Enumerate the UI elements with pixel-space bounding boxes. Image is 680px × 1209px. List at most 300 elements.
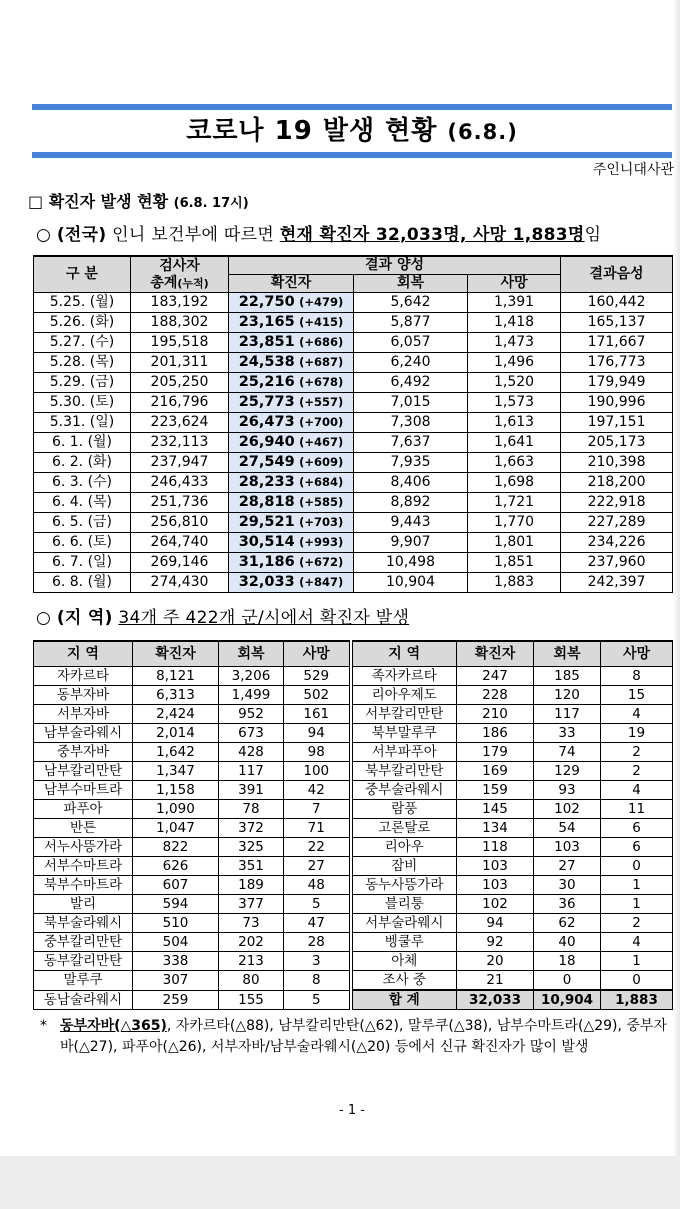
tests-total-cell: 188,302 [131, 313, 229, 333]
region-deaths-cell: 7 [284, 800, 351, 819]
region-name-cell: 남부칼리만탄 [34, 762, 133, 781]
region-name-cell: 파푸아 [34, 800, 133, 819]
header-category: 구 분 [34, 256, 131, 293]
region-deaths-cell: 2 [601, 743, 673, 762]
header-positive: 결과 양성 [229, 256, 561, 275]
section-title: 확진자 발생 현황 [48, 192, 169, 211]
region-confirmed-cell: 179 [457, 743, 534, 762]
confirmed-value: 25,773 [238, 394, 295, 410]
region-confirmed-cell: 822 [133, 838, 219, 857]
region-recovered-cell: 54 [534, 819, 601, 838]
region-deaths-cell: 4 [601, 933, 673, 952]
region-recovered-cell: 117 [219, 762, 284, 781]
region-deaths-cell: 4 [601, 705, 673, 724]
negative-cell: 205,173 [561, 433, 673, 453]
region-deaths-cell: 4 [601, 781, 673, 800]
region-name-cell: 잠비 [351, 857, 457, 876]
region-confirmed-cell: 594 [133, 895, 219, 914]
region-deaths-cell: 5 [284, 990, 351, 1010]
regional-bullet: ○ [36, 608, 52, 628]
negative-cell: 234,226 [561, 533, 673, 553]
confirmed-cell [229, 573, 354, 593]
region-recovered-cell: 102 [534, 800, 601, 819]
region-recovered-cell: 185 [534, 667, 601, 686]
region-recovered-cell: 351 [219, 857, 284, 876]
negative-cell: 218,200 [561, 473, 673, 493]
header-recovered: 회복 [354, 275, 468, 293]
national-summary [36, 224, 601, 246]
region-row [34, 933, 673, 952]
new-cases-value: (+684) [299, 475, 344, 489]
date-cell: 5.28. (목) [34, 353, 131, 373]
region-row [34, 895, 673, 914]
region-name-cell: 고론탈로 [351, 819, 457, 838]
region-deaths-cell: 0 [601, 857, 673, 876]
confirmed-cell [229, 553, 354, 573]
region-recovered-cell: 78 [219, 800, 284, 819]
confirmed-value: 23,165 [238, 314, 295, 330]
region-name-cell: 중부자바 [34, 743, 133, 762]
header-deaths: 사망 [468, 275, 561, 293]
confirmed-value: 26,473 [238, 414, 295, 430]
date-cell: 6. 4. (목) [34, 493, 131, 513]
total-recovered-cell: 10,904 [534, 990, 601, 1010]
new-cases-value: (+703) [299, 515, 344, 529]
negative-cell: 179,949 [561, 373, 673, 393]
date-cell: 6. 8. (월) [34, 573, 131, 593]
footnote-body: , 자카르타(△88), 남부칼리만탄(△62), 말루쿠(△38), 남부수마트라(△29), 중부자바(△27), 파푸아(△26), 서부자바/남부술라웨시(△20) 등에서 신규 확진자가 많이 발생 [60, 1018, 667, 1055]
tests-total-cell: 246,433 [131, 473, 229, 493]
header-tests-line1: 검사자 [159, 257, 200, 274]
region-confirmed-cell: 8,121 [133, 667, 219, 686]
confirmed-cell [229, 433, 354, 453]
deaths-cell: 1,851 [468, 553, 561, 573]
daily-row [34, 413, 673, 433]
confirmed-value: 29,521 [238, 514, 295, 530]
region-name-cell: 북부말루쿠 [351, 724, 457, 743]
region-recovered-cell: 0 [534, 971, 601, 991]
regional-label: (지 역) [56, 608, 113, 628]
region-recovered-cell: 189 [219, 876, 284, 895]
region-name-cell: 동남술라웨시 [34, 990, 133, 1010]
date-cell: 5.30. (토) [34, 393, 131, 413]
region-name-cell: 서부자바 [34, 705, 133, 724]
region-row [34, 857, 673, 876]
regional-summary [36, 607, 409, 629]
region-recovered-cell: 103 [534, 838, 601, 857]
deaths-cell: 1,721 [468, 493, 561, 513]
date-cell: 5.26. (화) [34, 313, 131, 333]
tests-total-cell: 216,796 [131, 393, 229, 413]
daily-row [34, 473, 673, 493]
tests-total-cell: 205,250 [131, 373, 229, 393]
region-recovered-cell: 27 [534, 857, 601, 876]
confirmed-cell [229, 293, 354, 313]
region-deaths-cell: 48 [284, 876, 351, 895]
region-deaths-cell: 6 [601, 838, 673, 857]
national-label: (전국) [56, 225, 107, 245]
title-main: 코로나 19 발생 현황 [186, 116, 438, 146]
deaths-cell: 1,770 [468, 513, 561, 533]
national-highlight: 현재 확진자 32,033명, 사망 1,883명 [279, 225, 585, 245]
negative-cell: 237,960 [561, 553, 673, 573]
region-deaths-cell: 529 [284, 667, 351, 686]
daily-row [34, 293, 673, 313]
region-row [34, 990, 673, 1010]
region-name-cell: 말루쿠 [34, 971, 133, 991]
region-deaths-cell: 1 [601, 952, 673, 971]
negative-cell: 160,442 [561, 293, 673, 313]
region-deaths-cell: 28 [284, 933, 351, 952]
region-confirmed-cell: 94 [457, 914, 534, 933]
page-bottom-margin [0, 1156, 680, 1209]
region-confirmed-cell: 210 [457, 705, 534, 724]
region-confirmed-cell: 228 [457, 686, 534, 705]
recovered-cell: 6,057 [354, 333, 468, 353]
confirmed-cell [229, 373, 354, 393]
region-confirmed-cell: 1,047 [133, 819, 219, 838]
tests-total-cell: 195,518 [131, 333, 229, 353]
region-row [34, 971, 673, 991]
daily-table-body [34, 293, 673, 593]
region-row [34, 705, 673, 724]
region-name-cell: 동부자바 [34, 686, 133, 705]
region-confirmed-cell: 307 [133, 971, 219, 991]
region-name-cell: 반튼 [34, 819, 133, 838]
region-recovered-cell: 18 [534, 952, 601, 971]
daily-row [34, 533, 673, 553]
region-name-cell: 중부칼리만탄 [34, 933, 133, 952]
region-recovered-cell: 93 [534, 781, 601, 800]
regional-text: 34개 주 422개 군/시에서 확진자 발생 [118, 608, 410, 628]
region-recovered-cell: 80 [219, 971, 284, 991]
negative-cell: 176,773 [561, 353, 673, 373]
new-cases-value: (+700) [299, 415, 344, 429]
recovered-cell: 5,877 [354, 313, 468, 333]
region-name-cell: 서누사뜽가라 [34, 838, 133, 857]
region-deaths-cell: 19 [601, 724, 673, 743]
region-deaths-cell: 94 [284, 724, 351, 743]
date-cell: 6. 1. (월) [34, 433, 131, 453]
region-recovered-cell: 62 [534, 914, 601, 933]
region-name-cell: 리아우제도 [351, 686, 457, 705]
region-deaths-cell: 2 [601, 914, 673, 933]
tests-total-cell: 237,947 [131, 453, 229, 473]
deaths-cell: 1,663 [468, 453, 561, 473]
header-deaths-left: 사망 [284, 641, 351, 667]
region-name-cell: 북부칼리만탄 [351, 762, 457, 781]
region-name-cell: 리아우 [351, 838, 457, 857]
region-name-cell: 람풍 [351, 800, 457, 819]
region-confirmed-cell: 103 [457, 857, 534, 876]
new-cases-value: (+585) [299, 495, 344, 509]
region-name-cell: 아체 [351, 952, 457, 971]
region-recovered-cell: 36 [534, 895, 601, 914]
region-row [34, 743, 673, 762]
header-confirmed-right: 확진자 [457, 641, 534, 667]
confirmed-cell [229, 413, 354, 433]
region-recovered-cell: 3,206 [219, 667, 284, 686]
tests-total-cell: 201,311 [131, 353, 229, 373]
header-tests-note: (누적) [177, 276, 209, 290]
date-cell: 5.31. (일) [34, 413, 131, 433]
region-deaths-cell: 161 [284, 705, 351, 724]
deaths-cell: 1,883 [468, 573, 561, 593]
region-name-cell: 북부수마트라 [34, 876, 133, 895]
region-confirmed-cell: 626 [133, 857, 219, 876]
region-row [34, 686, 673, 705]
region-deaths-cell: 6 [601, 819, 673, 838]
new-cases-value: (+847) [299, 575, 344, 589]
header-negative: 결과음성 [561, 256, 673, 293]
date-cell: 5.25. (월) [34, 293, 131, 313]
recovered-cell: 10,498 [354, 553, 468, 573]
header-region-right: 지 역 [351, 641, 457, 667]
recovered-cell: 7,015 [354, 393, 468, 413]
region-deaths-cell: 5 [284, 895, 351, 914]
confirmed-cell [229, 513, 354, 533]
confirmed-cell [229, 533, 354, 553]
region-name-cell: 블리퉁 [351, 895, 457, 914]
title-bottom-rule [32, 152, 672, 158]
tests-total-cell: 183,192 [131, 293, 229, 313]
total-label-cell: 합 계 [351, 990, 457, 1010]
region-deaths-cell: 1 [601, 876, 673, 895]
confirmed-cell [229, 393, 354, 413]
header-recovered-left: 회복 [219, 641, 284, 667]
date-cell: 6. 6. (토) [34, 533, 131, 553]
header-confirmed-left: 확진자 [133, 641, 219, 667]
region-deaths-cell: 15 [601, 686, 673, 705]
region-confirmed-cell: 510 [133, 914, 219, 933]
negative-cell: 242,397 [561, 573, 673, 593]
new-cases-value: (+609) [299, 455, 344, 469]
region-name-cell: 남부수마트라 [34, 781, 133, 800]
page-edge-shadow [673, 0, 680, 1156]
document-title [32, 110, 672, 152]
recovered-cell: 7,935 [354, 453, 468, 473]
total-confirmed-cell: 32,033 [457, 990, 534, 1010]
region-recovered-cell: 428 [219, 743, 284, 762]
recovered-cell: 7,637 [354, 433, 468, 453]
region-recovered-cell: 129 [534, 762, 601, 781]
confirmed-value: 22,750 [238, 294, 295, 310]
region-deaths-cell: 0 [601, 971, 673, 991]
section-heading [28, 191, 249, 215]
tests-total-cell: 269,146 [131, 553, 229, 573]
deaths-cell: 1,698 [468, 473, 561, 493]
recovered-cell: 9,907 [354, 533, 468, 553]
deaths-cell: 1,473 [468, 333, 561, 353]
date-cell: 6. 7. (일) [34, 553, 131, 573]
recovered-cell: 7,308 [354, 413, 468, 433]
new-cases-value: (+686) [299, 335, 344, 349]
tests-total-cell: 274,430 [131, 573, 229, 593]
region-recovered-cell: 952 [219, 705, 284, 724]
region-row [34, 819, 673, 838]
daily-row [34, 393, 673, 413]
region-recovered-cell: 74 [534, 743, 601, 762]
deaths-cell: 1,573 [468, 393, 561, 413]
confirmed-cell [229, 453, 354, 473]
region-recovered-cell: 202 [219, 933, 284, 952]
confirmed-cell [229, 353, 354, 373]
negative-cell: 190,996 [561, 393, 673, 413]
new-cases-value: (+415) [299, 315, 344, 329]
deaths-cell: 1,641 [468, 433, 561, 453]
deaths-cell: 1,801 [468, 533, 561, 553]
region-recovered-cell: 325 [219, 838, 284, 857]
region-deaths-cell: 71 [284, 819, 351, 838]
region-confirmed-cell: 134 [457, 819, 534, 838]
region-row [34, 667, 673, 686]
region-deaths-cell: 47 [284, 914, 351, 933]
region-confirmed-cell: 338 [133, 952, 219, 971]
national-bullet: ○ [36, 225, 52, 245]
daily-status-table [33, 255, 673, 593]
region-name-cell: 발리 [34, 895, 133, 914]
recovered-cell: 9,443 [354, 513, 468, 533]
region-recovered-cell: 40 [534, 933, 601, 952]
region-confirmed-cell: 118 [457, 838, 534, 857]
date-cell: 6. 2. (화) [34, 453, 131, 473]
new-cases-value: (+993) [299, 535, 344, 549]
region-name-cell: 서부술라웨시 [351, 914, 457, 933]
region-confirmed-cell: 1,347 [133, 762, 219, 781]
region-confirmed-cell: 103 [457, 876, 534, 895]
region-recovered-cell: 30 [534, 876, 601, 895]
new-cases-value: (+557) [299, 395, 344, 409]
region-confirmed-cell: 504 [133, 933, 219, 952]
footnote [40, 1016, 676, 1058]
negative-cell: 165,137 [561, 313, 673, 333]
region-deaths-cell: 98 [284, 743, 351, 762]
date-cell: 6. 5. (금) [34, 513, 131, 533]
confirmed-value: 23,851 [238, 334, 295, 350]
region-row [34, 781, 673, 800]
national-suffix: 임 [584, 225, 602, 245]
daily-header-row [34, 256, 673, 275]
confirmed-value: 26,940 [238, 434, 295, 450]
confirmed-value: 27,549 [238, 454, 295, 470]
region-confirmed-cell: 1,158 [133, 781, 219, 800]
region-confirmed-cell: 102 [457, 895, 534, 914]
section-marker: □ [28, 192, 44, 211]
recovered-cell: 8,892 [354, 493, 468, 513]
region-recovered-cell: 372 [219, 819, 284, 838]
region-name-cell: 서부파푸아 [351, 743, 457, 762]
negative-cell: 222,918 [561, 493, 673, 513]
national-lead: 인니 보건부에 따르면 [112, 225, 275, 245]
daily-row [34, 333, 673, 353]
region-name-cell: 서부수마트라 [34, 857, 133, 876]
confirmed-cell [229, 473, 354, 493]
tests-total-cell: 232,113 [131, 433, 229, 453]
region-row [34, 876, 673, 895]
region-row [34, 952, 673, 971]
deaths-cell: 1,496 [468, 353, 561, 373]
confirmed-value: 24,538 [238, 354, 295, 370]
daily-row [34, 513, 673, 533]
region-confirmed-cell: 1,090 [133, 800, 219, 819]
region-confirmed-cell: 20 [457, 952, 534, 971]
recovered-cell: 5,642 [354, 293, 468, 313]
recovered-cell: 8,406 [354, 473, 468, 493]
header-recovered-right: 회복 [534, 641, 601, 667]
region-deaths-cell: 22 [284, 838, 351, 857]
region-name-cell: 서부칼리만탄 [351, 705, 457, 724]
date-cell: 6. 3. (수) [34, 473, 131, 493]
confirmed-value: 31,186 [238, 554, 295, 570]
recovered-cell: 6,492 [354, 373, 468, 393]
region-name-cell: 벵쿨루 [351, 933, 457, 952]
confirmed-value: 28,233 [238, 474, 295, 490]
date-cell: 5.27. (수) [34, 333, 131, 353]
region-deaths-cell: 8 [601, 667, 673, 686]
region-deaths-cell: 11 [601, 800, 673, 819]
new-cases-value: (+467) [299, 435, 344, 449]
tests-total-cell: 264,740 [131, 533, 229, 553]
region-name-cell: 남부술라웨시 [34, 724, 133, 743]
region-recovered-cell: 391 [219, 781, 284, 800]
region-confirmed-cell: 92 [457, 933, 534, 952]
region-row [34, 762, 673, 781]
region-table-body [34, 667, 673, 1010]
total-deaths-cell: 1,883 [601, 990, 673, 1010]
region-recovered-cell: 120 [534, 686, 601, 705]
confirmed-cell [229, 313, 354, 333]
daily-row [34, 353, 673, 373]
confirmed-cell [229, 493, 354, 513]
region-name-cell: 동부칼리만탄 [34, 952, 133, 971]
recovered-cell: 6,240 [354, 353, 468, 373]
header-tests-total [131, 256, 229, 293]
daily-row [34, 433, 673, 453]
region-name-cell: 중부술라웨시 [351, 781, 457, 800]
region-row [34, 800, 673, 819]
issuer: 주인니대사관 [592, 162, 674, 178]
page-number: - 1 - [339, 1103, 365, 1118]
region-status-table [33, 640, 673, 1010]
region-row [34, 724, 673, 743]
new-cases-value: (+678) [299, 375, 344, 389]
new-cases-value: (+672) [299, 555, 344, 569]
region-recovered-cell: 117 [534, 705, 601, 724]
tests-total-cell: 251,736 [131, 493, 229, 513]
daily-row [34, 573, 673, 593]
region-deaths-cell: 100 [284, 762, 351, 781]
region-confirmed-cell: 1,642 [133, 743, 219, 762]
header-deaths-right: 사망 [601, 641, 673, 667]
footnote-highlight: 동부자바(△365) [60, 1018, 167, 1034]
region-recovered-cell: 73 [219, 914, 284, 933]
region-deaths-cell: 3 [284, 952, 351, 971]
region-deaths-cell: 27 [284, 857, 351, 876]
negative-cell: 227,289 [561, 513, 673, 533]
daily-row [34, 373, 673, 393]
region-recovered-cell: 213 [219, 952, 284, 971]
region-deaths-cell: 42 [284, 781, 351, 800]
region-recovered-cell: 33 [534, 724, 601, 743]
region-confirmed-cell: 259 [133, 990, 219, 1010]
header-confirmed: 확진자 [229, 275, 354, 293]
recovered-cell: 10,904 [354, 573, 468, 593]
confirmed-value: 28,818 [238, 494, 295, 510]
new-cases-value: (+479) [299, 295, 344, 309]
region-deaths-cell: 502 [284, 686, 351, 705]
region-deaths-cell: 8 [284, 971, 351, 991]
region-confirmed-cell: 186 [457, 724, 534, 743]
